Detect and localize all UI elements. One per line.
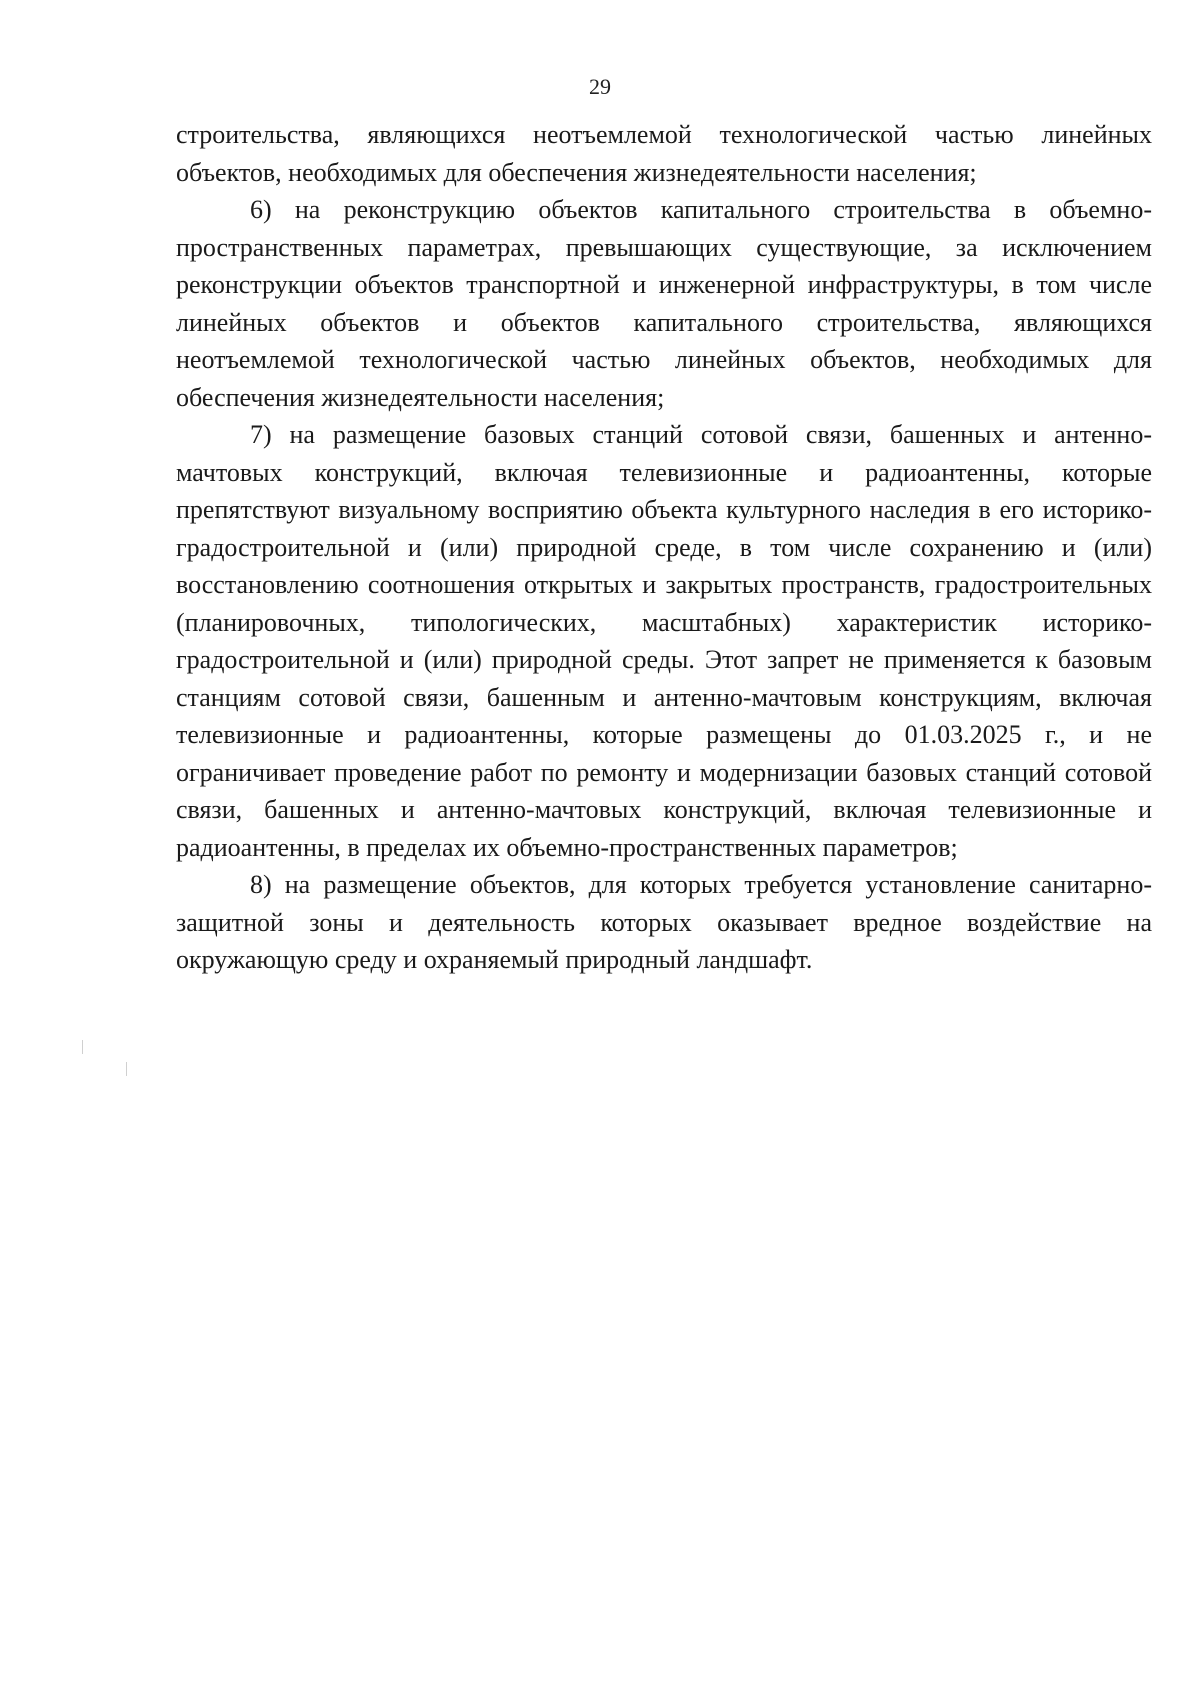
scan-artifact bbox=[126, 1062, 127, 1076]
paragraph-item-6: 6) на реконструкцию объектов капитального строительства в объемно-пространственных параметрах, превышающих существующие, за исключением реконструкции объектов транспортной и инженерной инфраструктуры, в том числе линейных объектов и объектов капитального строительства, являющихся неотъемлемой технологической частью линейных объектов, необходимых для обеспечения жизнедеятельности населения; bbox=[176, 195, 1152, 412]
paragraph-continuation: строительства, являющихся неотъемлемой технологической частью линейных объектов, необходимых для обеспечения жизнедеятельности населения; bbox=[176, 120, 1152, 187]
paragraph-item-7: 7) на размещение базовых станций сотовой связи, башенных и антенно-мачтовых конструкций, включая телевизионные и радиоантенны, которые препятствуют визуальному восприятию объекта культурного наследия в его историко-градостроительной и (или) природной среде, в том числе сохранению и (или) восстановлению соотношения открытых и закрытых пространств, градостроительных (планировочных, типологических, масштабных) характеристик историко-градостроительной и (или) природной среды. Этот запрет не применяется к базовым станциям сотовой связи, башенным и антенно-мачтовым конструкциям, включая телевизионные и радиоантенны, которые размещены до 01.03.2025 г., и не ограничивает проведение работ по ремонту и модернизации базовых станций сотовой связи, башенных и антенно-мачтовых конструкций, включая телевизионные и радиоантенны, в пределах их объемно-пространственных параметров; bbox=[176, 420, 1152, 862]
paragraph-item-8: 8) на размещение объектов, для которых требуется установление санитарно-защитной зоны и деятельность которых оказывает вредное воздействие на окружающую среду и охраняемый природный ландшафт. bbox=[176, 870, 1152, 974]
document-body bbox=[176, 116, 1152, 979]
page-number: 29 bbox=[589, 74, 611, 99]
scan-artifact bbox=[82, 1040, 83, 1054]
